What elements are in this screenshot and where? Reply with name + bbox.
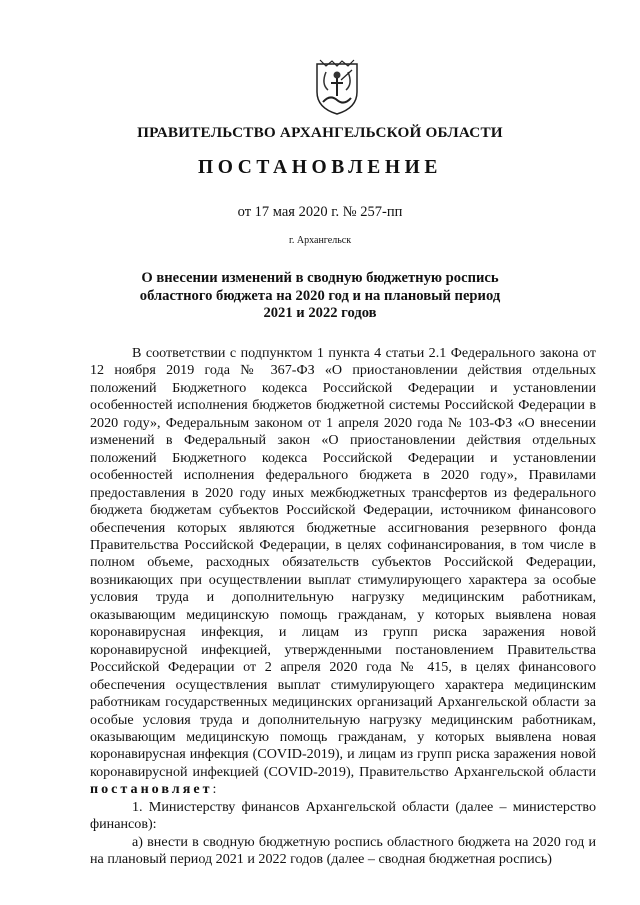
- preamble-paragraph: [90, 345, 596, 799]
- title-line-2: областного бюджета на 2020 год и на плановый период: [139, 287, 501, 304]
- document-type: ПОСТАНОВЛЕНИЕ: [197, 157, 443, 178]
- resolves-colon: :: [212, 781, 217, 798]
- item-1-paragraph: 1. Министерству финансов Архангельской области (далее – министерство финансов):: [90, 798, 596, 833]
- preamble-text: В соответствии с подпунктом 1 пункта 4 статьи 2.1 Федерального закона от 12 ноября 2019 года № 367-ФЗ «О приостановлении действия отдельных положений Бюджетного кодекса Российской Федерации и установлении особенностей исполнения бюджетов бюджетной системы Российской Федерации в 2020 году», Федеральным законом от 1 апреля 2020 года № 103-ФЗ «О внесении изменений в Федеральный закон «О приостановлении действия отдельных положений Бюджетного кодекса Российской Федерации и установлении особенностей исполнения федерального бюджета в 2020 году», Правилами предоставления в 2020 году иных межбюджетных трансфертов из федерального бюджета бюджетам субъектов Российской Федерации, источником финансового обеспечения которых являются бюджетные ассигнования резервного фонда Правительства Российской Федерации, в целях софинансирования, в том числе в полном объеме, расходных обязательств субъектов Российской Федерации, возникающих при осуществлении выплат стимулирующего характера за особые условия труда и дополнительную нагрузку медицинским работникам, оказывающим медицинскую помощь гражданам, у которых выявлена новая коронавирусная инфекция, и лицам из групп риска заражения новой коронавирусной инфекцией, утвержденными постановлением Правительства Российской Федерации от 2 апреля 2020 года № 415, в целях финансового обеспечения осуществления выплат стимулирующего характера медицинским работникам государственных медицинских организаций Архангельской области за особые условия труда и дополнительную нагрузку медицинским работникам, оказывающим медицинскую помощь гражданам, у которых выявлена новая коронавирусная инфекция (COVID-2019), и лицам из групп риска заражения новой коронавирусной инфекцией (COVID-2019), Правительство Архангельской области: [90, 345, 596, 780]
- item-1a-paragraph: а) внести в сводную бюджетную роспись областного бюджета на 2020 год и на плановый период 2021 и 2022 годов (далее – сводная бюджетная роспись): [90, 833, 596, 868]
- document-city: г. Архангельск: [288, 235, 352, 246]
- coat-of-arms-archangel-icon: [312, 58, 362, 116]
- title-line-3: 2021 и 2022 годов: [263, 305, 377, 321]
- resolves-word: постановляет: [90, 781, 213, 798]
- document-title: [0, 270, 640, 323]
- title-line-1: О внесении изменений в сводную бюджетную роспись: [141, 270, 499, 286]
- document-body: [90, 345, 596, 869]
- coat-of-arms-emblem: [312, 58, 362, 116]
- document-date-number: от 17 мая 2020 г. № 257-пп: [237, 204, 403, 220]
- organization-name: ПРАВИТЕЛЬСТВО АРХАНГЕЛЬСКОЙ ОБЛАСТИ: [137, 124, 503, 141]
